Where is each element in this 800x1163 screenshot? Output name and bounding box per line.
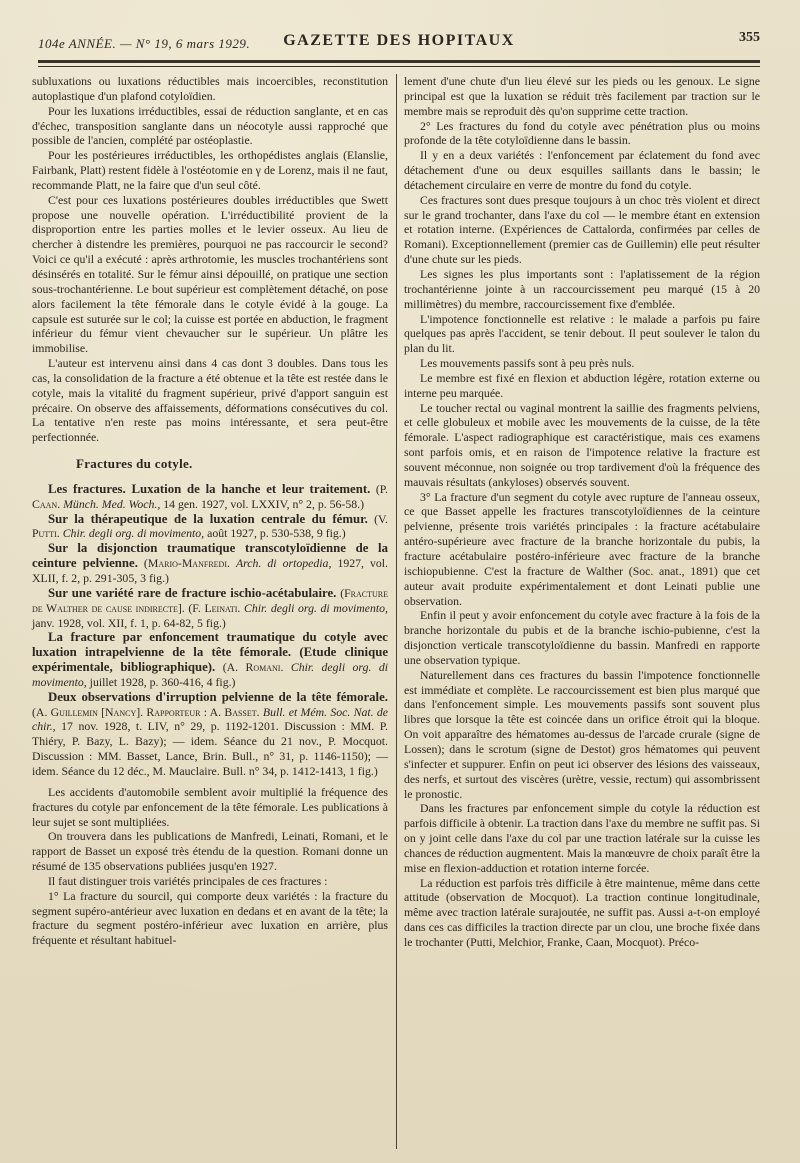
paragraph: 2° Les fractures du fond du cotyle avec pénétration plus ou moins profonde de la tête cotyloïdienne dans le bassin. — [404, 118, 760, 148]
column-divider — [396, 74, 397, 1149]
reference-title: La fracture par enfoncement traumatique du cotyle avec luxation intrapelvienne de la tête fémorale. (Etude clinique expérimentale, bibliographique). — [32, 630, 388, 675]
reference-entry — [32, 690, 388, 779]
reference-details: 1927, vol. XLII, f. 2, p. 291-305, 3 fig.) — [32, 556, 389, 585]
reference-author: (Mario-Manfredi. — [143, 556, 230, 571]
left-column — [32, 74, 388, 948]
header-rule-thin — [38, 66, 760, 67]
paragraph: subluxations ou luxations réductibles mais incoercibles, reconstitution autoplastique d'un plafond cotyloïdien. — [32, 74, 388, 103]
reference-author: (V. Putti. — [32, 511, 388, 541]
paragraph: La réduction est parfois très difficile à être maintenue, même dans cette attitude (observation de Mocquot). La traction continue longitudinale, même avec traction latérale surajoutée, ne suffit pas. Aussi a-t-on employé dans ces cas difficiles la traction directe par un clou, une broche fixée dans le trochanter (Putti, Melchior, Franke, Caan, Mocquot). Préco- — [404, 875, 760, 949]
reference-details: 17 nov. 1928, t. LIV, n° 29, p. 1192-1201. Discussion : MM. P. Thiéry, P. Bazy, L. Bazy); — idem. Séance du 21 nov., P. Mocquot. Discussion : MM. Basset, Lance, Brin. Bull., n° 31, p. 1146-1150); — idem. Séance du 12 déc., M. Mauclaire. Bull. n° 34, p. 1412-1413, 1 fig.) — [32, 719, 388, 778]
paragraph: Il y en a deux variétés : l'enfoncement par éclatement du fond avec détachement d'une ou deux esquilles saillants dans le bassin; le détachement circulaire en verre de montre du fond du cotyle. — [404, 148, 760, 192]
paragraph: Ces fractures sont dues presque toujours à un choc très violent et direct sur le grand trochanter, dans l'axe du col — le membre étant en extension et rotation interne. (Expériences de Cattalorda, confirmées par celles de Romani). Exceptionnellement (premier cas de Guillemin) elle peut résulter d'une chute sur les pieds. — [404, 192, 760, 267]
paragraph: Dans les fractures par enfoncement simple du cotyle la réduction est parfois difficile à obtenir. La traction dans l'axe du membre ne suffit pas. Si on y joint celle dans l'axe du col par une traction latérale sur la cuisse les chances de réduction augmentent. Mais la manœuvre de choix paraît être la mise en flexion-adduction et rotation interne forcée. — [404, 801, 760, 875]
paragraph: 3° La fracture d'un segment du cotyle avec rupture de l'anneau osseux, ce que Basset appelle les fractures transcotyloïdiennes de la ceinture pelvienne, présente trois variétés principales : la fracture acétabulaire antéro-supérieure avec fracture de la branche horizontale du pubis, la fracture acétabulaire postéro-inférieure avec fracture de la branche ischiopubienne. C'est la fracture de Walther (Soc. anat., 1891) que cet auteur avait produite expérimentalement et dont Leinati publie une observation. — [404, 489, 760, 608]
paragraph: Pour les postérieures irréductibles, les orthopédistes anglais (Elanslie, Fairbank, Platt) restent fidèle à l'ostéotomie en γ de Lorenz, mais il ne faut, recommande Platt, ne la faire que d'un seul côté. — [32, 148, 388, 192]
reference-entry — [32, 586, 388, 631]
reference-journal: Chir. degli org. di movimento, — [243, 600, 389, 615]
reference-entry — [32, 482, 388, 512]
reference-journal: Chir. degli org. di movimento, — [32, 660, 389, 689]
reference-entry — [32, 512, 388, 542]
reference-details: juillet 1928, p. 360-416, 4 fig.) — [89, 674, 236, 689]
paragraph: Les mouvements passifs sont à peu près nuls. — [420, 356, 635, 371]
reference-author: (Fracture de Walther de cause indirecte]. (F. Leinati. — [32, 585, 389, 615]
paragraph: Le membre est fixé en flexion et abduction légère, rotation externe ou interne peu marquée. — [404, 370, 760, 400]
paragraph: On trouvera dans les publications de Manfredi, Leinati, Romani, et le rapport de Basset un exposé très étendu de la question. Romani donne un résumé de 135 observations publiées jusqu'en 1927. — [32, 829, 388, 874]
reference-title: Les fractures. Luxation de la hanche et leur traitement. — [48, 481, 371, 496]
paragraph: L'impotence fonctionnelle est relative : le malade a parfois pu faire quelques pas après l'accident, se tenir debout. Il peut soulever le talon du plan du lit. — [404, 311, 760, 356]
reference-entry — [32, 541, 388, 586]
paragraph: Enfin il peut y avoir enfoncement du cotyle avec fracture à la fois de la branche horizontale du pubis et de la branche ischio-pubienne, c'est la disjonction verticale transcotyloïdienne du bassin. Manfredi en rapporte une observation typique. — [404, 608, 760, 667]
reference-title: Sur une variété rare de fracture ischio-acétabulaire. — [48, 585, 337, 600]
journal-title: GAZETTE DES HOPITAUX — [283, 32, 515, 49]
issue-info: 104e ANNÉE. — N° 19, 6 mars 1929. — [38, 36, 251, 51]
reference-journal: Arch. di ortopedia, — [235, 556, 332, 571]
reference-details: août 1927, p. 530-538, 9 fig.) — [207, 526, 346, 541]
paragraph: Les signes les plus importants sont : l'aplatissement de la région trochantérienne jointe à un raccourcissement peu marqué (15 à 20 millimètres) du membre, raccourcissement fixe d'emblée. — [404, 266, 760, 311]
paragraph: L'auteur est intervenu ainsi dans 4 cas dont 3 doubles. Dans tous les cas, la consolidation de la fracture a été obtenue et la tête est restée dans le cotyle, mais la vitalité du fragment supérieur, privé d'apport sanguin est précaire. On observe des affaissements, déformations consécutives du col. La tentative n'en reste pas moins intéressante, et sera peut-être perfectionnée. — [32, 356, 388, 445]
reference-entry — [32, 630, 388, 689]
reference-title: Sur la thérapeutique de la luxation centrale du fémur. — [48, 511, 368, 526]
header-rule-thick — [38, 60, 760, 63]
reference-author: (A. Guillemin [Nancy]. Rapporteur : A. Basset. — [32, 704, 260, 719]
reference-journal: Bull. et Mém. Soc. Nat. de chir., — [32, 704, 389, 734]
reference-title: Sur la disjonction traumatique transcotyloïdienne de la ceinture pelvienne. — [32, 541, 388, 571]
paragraph: lement d'une chute d'un lieu élevé sur les pieds ou les genoux. Le signe principal est que la luxation se réduit très facilement par traction sur le membre mais se reproduit dès qu'on supprime cette traction. — [404, 74, 760, 118]
section-title: Fractures du cotyle. — [76, 456, 193, 472]
page-number: 355 — [739, 30, 760, 45]
paragraph: Les accidents d'automobile semblent avoir multiplié la fréquence des fractures du cotyle par enfoncement de la tête fémorale. Les publications à leur sujet se sont multipliées. — [32, 784, 388, 829]
reference-author: (A. Romani. — [222, 660, 284, 675]
right-column — [404, 74, 760, 950]
reference-title: Deux observations d'irruption pelvienne de la tête fémorale. — [48, 689, 388, 704]
paragraph: 1° La fracture du sourcil, qui comporte deux variétés : la fracture du segment supéro-antérieur avec luxation en dedans et en avant de la tête; la fracture du segment postéro-inférieur avec luxation en arrière, plus fréquente et résultant habituel- — [32, 888, 388, 948]
reference-journal: Chir. degli org. di movimento, — [62, 526, 205, 541]
paragraph: C'est pour ces luxations postérieures doubles irréductibles que Swett propose une nouvelle opération. L'irréductibilité provient de la disproportion entre les parties molles et le levier osseux. Au lieu de chercher à distendre les premières, pourquoi ne pas raccourcir le second? Voici ce qu'il a exécuté : après arthrotomie, les muscles trochantériens sont désinsérés en totalité. Sur le fémur ainsi dépouillé, on pratique une section sous-trochantérienne. Le bout supérieur est complètement détaché, on pose alors facilement la tête fémorale dans le cotyle évidé à la gouge. La capsule est suturée sur le col; la cuisse est portée en abduction, le fragment inférieur du fémur vient chevaucher sur le supérieur. Un plâtre les immobilise. — [32, 192, 388, 356]
paragraph: Pour les luxations irréductibles, essai de réduction sanglante, et en cas d'échec, transposition sanglante dans un néocotyle aussi rapproché que possible de l'ancien, complété par ostéoplastie. — [32, 103, 388, 148]
page-header — [38, 30, 760, 58]
reference-author: (P. Caan. — [32, 481, 389, 511]
paragraph: Naturellement dans ces fractures du bassin l'impotence fonctionnelle est immédiate et complète. Le raccourcissement est bien plus marqué que dans l'enfoncement simple. Les mouvements passifs sont souvent plus libres que lorsque la tête est coincée dans un orifice étroit qui la bloque. On voit apparaître des hématomes au-dessus de l'arcade crurale (signe de Lossen); dans le scrotum (signe de Destot) gros hématomes qui peuvent s'infecter et suppurer. Enfin on peut ici observer des lésions des vaisseaux, des nerfs, et surtout des viscères (urètre, vessie, rectum) qui assombrissent le pronostic. — [404, 667, 760, 801]
reference-details: janv. 1928, vol. XII, f. 1, p. 64-82, 5 fig.) — [32, 615, 226, 630]
reference-journal: Münch. Med. Woch., — [63, 496, 161, 511]
paragraph: Le toucher rectal ou vaginal montrent la saillie des fragments pelviens, et celle globuleux et mobile avec les mouvements de la cuisse, de la tête fémorale. L'aspect radiographique est caractéristique, mais ces examens sont parfois omis, et en raison de l'impotence relative la fracture est souvent méconnue, non soignée ou trop tardivement d'où la fréquence des mauvais résultats (ankyloses) observés souvent. — [404, 400, 760, 489]
paragraph: Il faut distinguer trois variétés principales de ces fractures : — [48, 873, 328, 888]
reference-details: 14 gen. 1927, vol. LXXIV, n° 2, p. 56-58.) — [163, 496, 365, 511]
